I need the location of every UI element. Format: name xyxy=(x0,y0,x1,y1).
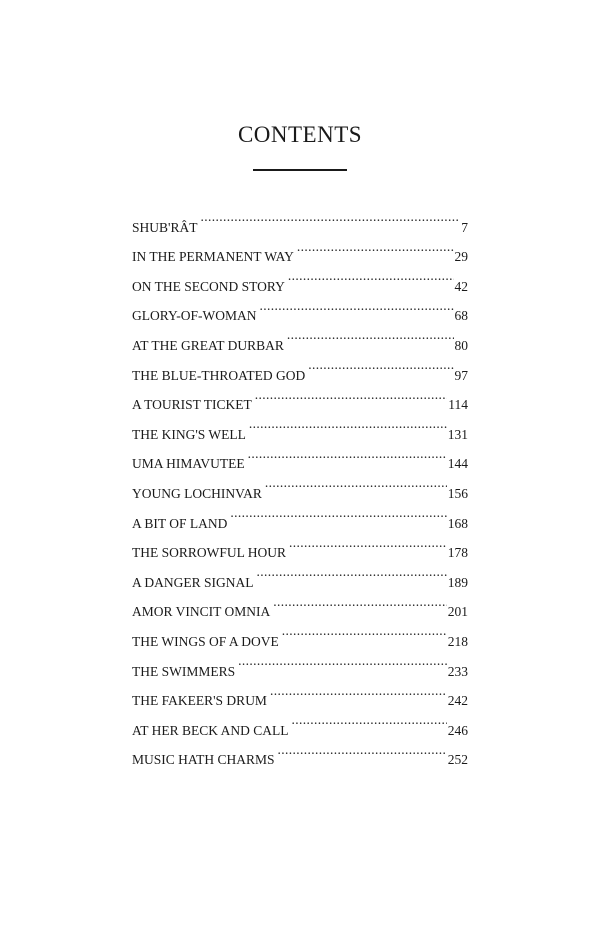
toc-dot-leader xyxy=(276,735,447,765)
toc-entry-title: YOUNG LOCHINVAR xyxy=(132,485,262,498)
toc-dot-leader xyxy=(236,646,447,676)
toc-entry xyxy=(132,380,468,410)
toc-entry-page: 242 xyxy=(447,693,468,706)
toc-entry-title: MUSIC HATH CHARMS xyxy=(132,752,275,765)
toc-entry-page: 80 xyxy=(454,337,468,350)
toc-entry-title: THE WINGS OF A DOVE xyxy=(132,633,279,646)
toc-entry xyxy=(132,705,468,735)
toc-dot-leader xyxy=(306,350,453,380)
toc-entry-title: UMA HIMAVUTEE xyxy=(132,456,245,469)
toc-entry-page: 178 xyxy=(447,545,468,558)
toc-entry-page: 168 xyxy=(447,515,468,528)
toc-entry-page: 114 xyxy=(448,397,468,410)
toc-entry xyxy=(132,646,468,676)
toc-dot-leader xyxy=(268,676,447,706)
toc-dot-leader xyxy=(280,616,447,646)
toc-entry xyxy=(132,232,468,262)
toc-entry xyxy=(132,557,468,587)
toc-dot-leader xyxy=(287,528,447,558)
toc-entry xyxy=(132,409,468,439)
toc-dot-leader xyxy=(258,291,454,321)
toc-dot-leader xyxy=(255,557,447,587)
toc-dot-leader xyxy=(290,705,447,735)
toc-entry xyxy=(132,498,468,528)
toc-entry xyxy=(132,261,468,291)
toc-entry xyxy=(132,320,468,350)
toc-entry-title: ON THE SECOND STORY xyxy=(132,278,285,291)
toc-entry-title: A BIT OF LAND xyxy=(132,515,228,528)
toc-entry-page: 252 xyxy=(447,752,468,765)
toc-dot-leader xyxy=(295,232,454,262)
toc-dot-leader xyxy=(253,380,447,410)
toc-entry-page: 68 xyxy=(454,308,468,321)
toc-entry-title: SHUB'RÂT xyxy=(132,219,198,232)
toc-entry-page: 97 xyxy=(454,367,468,380)
toc-entry-title: THE SORROWFUL HOUR xyxy=(132,545,287,558)
toc-entry xyxy=(132,439,468,469)
toc-entry-page: 233 xyxy=(447,663,468,676)
toc-dot-leader xyxy=(228,498,446,528)
toc-dot-leader xyxy=(246,439,447,469)
toc-entry-page: 42 xyxy=(454,278,468,291)
toc-dot-leader xyxy=(285,320,454,350)
toc-entry-title: A DANGER SIGNAL xyxy=(132,574,254,587)
toc-entry-title: AT HER BECK AND CALL xyxy=(132,722,289,735)
page-title: CONTENTS xyxy=(237,122,363,147)
toc-entry xyxy=(132,616,468,646)
toc-entry-title: A TOURIST TICKET xyxy=(132,397,252,410)
toc-entry xyxy=(132,735,468,765)
toc-entry-page: 189 xyxy=(447,574,468,587)
toc-entry-title: GLORY-OF-WOMAN xyxy=(132,308,257,321)
toc-entry xyxy=(132,468,468,498)
toc-entry-title: THE FAKEER'S DRUM xyxy=(132,693,267,706)
toc-entry-page: 131 xyxy=(447,426,468,439)
toc-entry xyxy=(132,676,468,706)
toc-entry-page: 201 xyxy=(447,604,468,617)
table-of-contents xyxy=(132,202,468,764)
toc-dot-leader xyxy=(263,468,447,498)
toc-dot-leader xyxy=(247,409,447,439)
toc-dot-leader xyxy=(271,587,446,617)
toc-dot-leader xyxy=(286,261,454,291)
toc-entry-title: THE SWIMMERS xyxy=(132,663,236,676)
toc-entry xyxy=(132,202,468,232)
toc-entry-page: 144 xyxy=(447,456,468,469)
toc-dot-leader xyxy=(198,202,460,232)
toc-entry xyxy=(132,587,468,617)
toc-entry-page: 218 xyxy=(447,633,468,646)
toc-entry-page: 29 xyxy=(454,249,468,262)
toc-entry-page: 7 xyxy=(461,219,468,232)
toc-entry-title: THE BLUE-THROATED GOD xyxy=(132,367,306,380)
toc-entry xyxy=(132,350,468,380)
toc-entry-page: 156 xyxy=(447,485,468,498)
toc-entry-title: AMOR VINCIT OMNIA xyxy=(132,604,271,617)
toc-entry-title: THE KING'S WELL xyxy=(132,426,246,439)
toc-entry-page: 246 xyxy=(447,722,468,735)
toc-entry-title: AT THE GREAT DURBAR xyxy=(132,337,284,350)
toc-entry xyxy=(132,528,468,558)
toc-entry xyxy=(132,291,468,321)
toc-entry-title: IN THE PERMANENT WAY xyxy=(132,249,294,262)
heading-rule xyxy=(253,169,347,171)
